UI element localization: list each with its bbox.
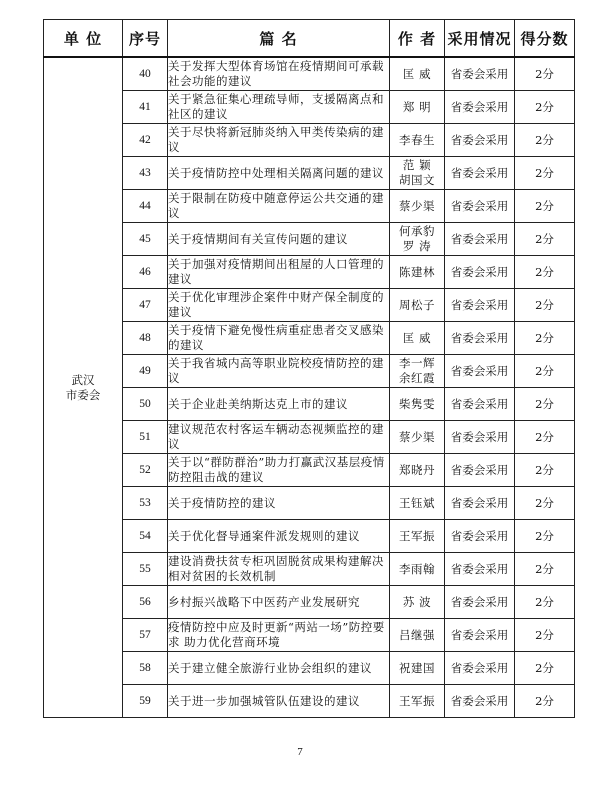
author-name: 胡国文 <box>399 173 435 187</box>
author-name: 罗 涛 <box>402 239 432 253</box>
author-name: 郑 明 <box>402 99 432 114</box>
header-unit: 单 位 <box>44 20 123 58</box>
row-score: 2分 <box>515 124 575 157</box>
row-adoption-status: 省委会采用 <box>445 157 515 190</box>
table-row <box>44 652 575 685</box>
row-score: 2分 <box>515 388 575 421</box>
row-title: 关于限制在防疫中随意停运公共交通的建议 <box>168 190 390 223</box>
row-score: 2分 <box>515 289 575 322</box>
unit-name-line: 武汉 <box>71 372 95 387</box>
row-title: 关于疫情防控中处理相关隔离问题的建议 <box>168 157 390 190</box>
row-title: 关于建立健全旅游行业协会组织的建议 <box>168 652 390 685</box>
row-number: 42 <box>123 124 168 157</box>
row-title: 关于优化督导通案件派发规则的建议 <box>168 520 390 553</box>
header-adopt: 采用情况 <box>445 20 515 58</box>
author-name: 何承豹 <box>399 224 435 238</box>
row-title: 关于进一步加强城管队伍建设的建议 <box>168 685 390 718</box>
row-score: 2分 <box>515 487 575 520</box>
table-row <box>44 586 575 619</box>
row-score: 2分 <box>515 190 575 223</box>
row-number: 48 <box>123 322 168 355</box>
row-title: 乡村振兴战略下中医药产业发展研究 <box>168 586 390 619</box>
table-row <box>44 685 575 718</box>
table-row <box>44 322 575 355</box>
table-row <box>44 388 575 421</box>
row-author <box>390 322 445 355</box>
row-author <box>390 421 445 454</box>
row-title: 关于尽快将新冠肺炎纳入甲类传染病的建议 <box>168 124 390 157</box>
author-name: 周松子 <box>399 297 435 312</box>
author-name: 祝建国 <box>399 660 435 675</box>
author-name: 匡 威 <box>402 330 432 345</box>
row-number: 45 <box>123 223 168 256</box>
row-number: 57 <box>123 619 168 652</box>
row-adoption-status: 省委会采用 <box>445 487 515 520</box>
row-number: 52 <box>123 454 168 487</box>
table-row <box>44 454 575 487</box>
row-score: 2分 <box>515 421 575 454</box>
row-adoption-status: 省委会采用 <box>445 388 515 421</box>
row-number: 47 <box>123 289 168 322</box>
row-adoption-status: 省委会采用 <box>445 289 515 322</box>
row-adoption-status: 省委会采用 <box>445 223 515 256</box>
row-score: 2分 <box>515 256 575 289</box>
row-adoption-status: 省委会采用 <box>445 454 515 487</box>
table-row <box>44 157 575 190</box>
row-title: 关于发挥大型体育场馆在疫情期间可承载社会功能的建议 <box>168 57 390 91</box>
row-score: 2分 <box>515 652 575 685</box>
row-adoption-status: 省委会采用 <box>445 520 515 553</box>
author-name: 郑晓丹 <box>399 462 435 477</box>
row-adoption-status: 省委会采用 <box>445 124 515 157</box>
table-row <box>44 355 575 388</box>
row-score: 2分 <box>515 157 575 190</box>
row-author <box>390 553 445 586</box>
author-name: 蔡少渠 <box>399 198 435 213</box>
row-title: 关于疫情防控的建议 <box>168 487 390 520</box>
page-number: 7 <box>297 746 303 758</box>
row-adoption-status: 省委会采用 <box>445 586 515 619</box>
row-adoption-status: 省委会采用 <box>445 652 515 685</box>
table-row <box>44 223 575 256</box>
row-adoption-status: 省委会采用 <box>445 322 515 355</box>
row-author <box>390 520 445 553</box>
row-score: 2分 <box>515 685 575 718</box>
table-row <box>44 520 575 553</box>
table-row <box>44 91 575 124</box>
row-number: 58 <box>123 652 168 685</box>
row-adoption-status: 省委会采用 <box>445 256 515 289</box>
row-adoption-status: 省委会采用 <box>445 553 515 586</box>
row-author <box>390 454 445 487</box>
row-number: 54 <box>123 520 168 553</box>
table-row <box>44 124 575 157</box>
row-number: 56 <box>123 586 168 619</box>
header-score: 得分数 <box>515 20 575 58</box>
author-name: 匡 威 <box>402 66 432 81</box>
row-adoption-status: 省委会采用 <box>445 421 515 454</box>
row-score: 2分 <box>515 355 575 388</box>
author-name: 苏 波 <box>402 594 432 609</box>
row-adoption-status: 省委会采用 <box>445 619 515 652</box>
table-row <box>44 57 575 91</box>
row-number: 59 <box>123 685 168 718</box>
row-title: 关于疫情下避免慢性病重症患者交叉感染的建议 <box>168 322 390 355</box>
row-number: 49 <box>123 355 168 388</box>
row-number: 50 <box>123 388 168 421</box>
table-row <box>44 256 575 289</box>
row-number: 46 <box>123 256 168 289</box>
row-score: 2分 <box>515 520 575 553</box>
table-row <box>44 190 575 223</box>
author-name: 吕继强 <box>399 627 435 642</box>
row-author <box>390 157 445 190</box>
row-author <box>390 685 445 718</box>
row-author <box>390 355 445 388</box>
row-author <box>390 124 445 157</box>
row-title: 建议规范农村客运车辆动态视频监控的建议 <box>168 421 390 454</box>
row-author <box>390 487 445 520</box>
author-name: 王钰斌 <box>399 495 435 510</box>
row-number: 43 <box>123 157 168 190</box>
header-title: 篇 名 <box>168 20 390 58</box>
row-title: 建设消费扶贫专柜巩固脱贫成果构建解决相对贫困的长效机制 <box>168 553 390 586</box>
author-name: 范 颖 <box>402 158 432 172</box>
row-author <box>390 388 445 421</box>
row-title: 关于疫情期间有关宣传问题的建议 <box>168 223 390 256</box>
author-name: 王军振 <box>399 528 435 543</box>
row-title: 关于企业赴美纳斯达克上市的建议 <box>168 388 390 421</box>
row-title: 关于我省城内高等职业院校疫情防控的建议 <box>168 355 390 388</box>
row-score: 2分 <box>515 586 575 619</box>
author-name: 李雨翰 <box>399 561 435 576</box>
table-row <box>44 487 575 520</box>
author-name: 余红霞 <box>399 371 435 385</box>
row-adoption-status: 省委会采用 <box>445 685 515 718</box>
row-number: 40 <box>123 57 168 91</box>
row-title: 关于加强对疫情期间出租屋的人口管理的建议 <box>168 256 390 289</box>
row-author <box>390 256 445 289</box>
row-score: 2分 <box>515 619 575 652</box>
row-score: 2分 <box>515 553 575 586</box>
row-adoption-status: 省委会采用 <box>445 190 515 223</box>
row-number: 53 <box>123 487 168 520</box>
table-row <box>44 619 575 652</box>
row-title: 关于优化审理涉企案件中财产保全制度的建议 <box>168 289 390 322</box>
row-author <box>390 289 445 322</box>
author-name: 王军振 <box>399 693 435 708</box>
row-title: 关于以“群防群治”助力打赢武汉基层疫情防控阻击战的建议 <box>168 454 390 487</box>
row-score: 2分 <box>515 91 575 124</box>
row-adoption-status: 省委会采用 <box>445 91 515 124</box>
row-author <box>390 190 445 223</box>
row-score: 2分 <box>515 454 575 487</box>
author-name: 陈建林 <box>399 264 435 279</box>
header-num: 序号 <box>123 20 168 58</box>
row-score: 2分 <box>515 57 575 91</box>
row-number: 55 <box>123 553 168 586</box>
row-author <box>390 57 445 91</box>
row-score: 2分 <box>515 322 575 355</box>
row-number: 51 <box>123 421 168 454</box>
row-score: 2分 <box>515 223 575 256</box>
row-author <box>390 223 445 256</box>
table-row <box>44 553 575 586</box>
unit-cell <box>44 57 123 718</box>
row-author <box>390 586 445 619</box>
row-adoption-status: 省委会采用 <box>445 57 515 91</box>
header-row <box>44 20 575 58</box>
row-author <box>390 619 445 652</box>
submission-table <box>43 19 575 718</box>
row-adoption-status: 省委会采用 <box>445 355 515 388</box>
row-number: 44 <box>123 190 168 223</box>
table-body <box>44 57 575 718</box>
header-author: 作 者 <box>390 20 445 58</box>
row-number: 41 <box>123 91 168 124</box>
row-title: 疫情防控中应及时更新“两站一场”防控要求 助力优化营商环境 <box>168 619 390 652</box>
row-author <box>390 91 445 124</box>
row-author <box>390 652 445 685</box>
author-name: 李春生 <box>399 132 435 147</box>
row-title: 关于紧急征集心理疏导师，支援隔离点和社区的建议 <box>168 91 390 124</box>
author-name: 李一辉 <box>399 356 435 370</box>
author-name: 蔡少渠 <box>399 429 435 444</box>
unit-name-line: 市委会 <box>65 387 101 402</box>
table-row <box>44 289 575 322</box>
table-row <box>44 421 575 454</box>
author-name: 柴隽雯 <box>399 396 435 411</box>
